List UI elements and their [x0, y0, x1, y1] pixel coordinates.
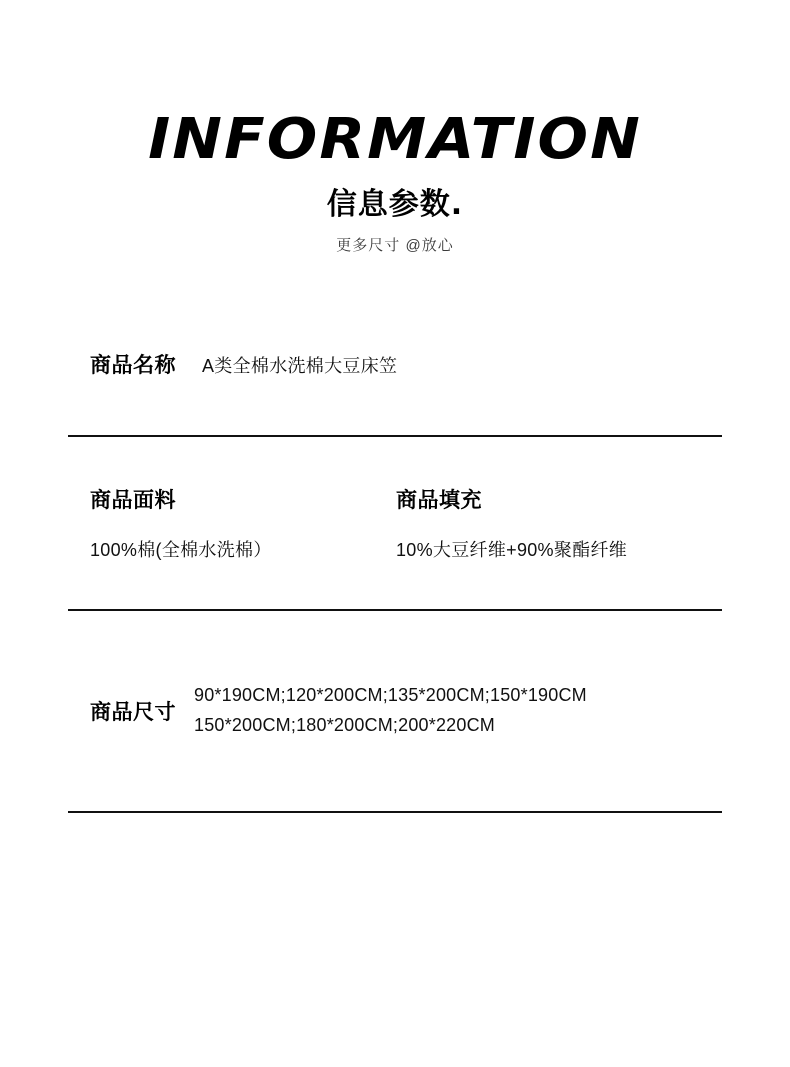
spec-col-filling: [396, 484, 702, 562]
bottom-spacer: [68, 813, 722, 933]
spec-table: [0, 349, 790, 933]
spec-row-name: [68, 349, 722, 437]
page-subtitle: 更多尺寸 @放心: [336, 237, 454, 254]
page-header: [0, 0, 790, 253]
page-title-english: INFORMATION: [148, 107, 642, 172]
spec-value-size-line-2: 150*200CM;180*200CM;200*220CM: [194, 715, 495, 735]
spec-value-fabric: 100%棉(全棉水洗棉）: [90, 540, 272, 560]
spec-col-fabric: [90, 484, 396, 562]
spec-label-product-name: 商品名称: [90, 353, 176, 377]
divider-3: [68, 811, 722, 813]
spec-label-fabric: 商品面料: [90, 488, 176, 512]
spec-value-size-line-1: 90*190CM;120*200CM;135*200CM;150*190CM: [194, 685, 587, 706]
spec-row-fabric-filling: [68, 437, 722, 611]
page-title-chinese: 信息参数.: [326, 187, 464, 222]
spec-value-size: [194, 681, 587, 740]
spec-label-filling: 商品填充: [396, 488, 482, 512]
spec-row-size: [68, 611, 722, 813]
spec-value-filling: 10%大豆纤维+90%聚酯纤维: [396, 540, 628, 560]
spec-value-product-name: A类全棉水洗棉大豆床笠: [202, 356, 398, 376]
spec-label-size: 商品尺寸: [90, 700, 176, 724]
